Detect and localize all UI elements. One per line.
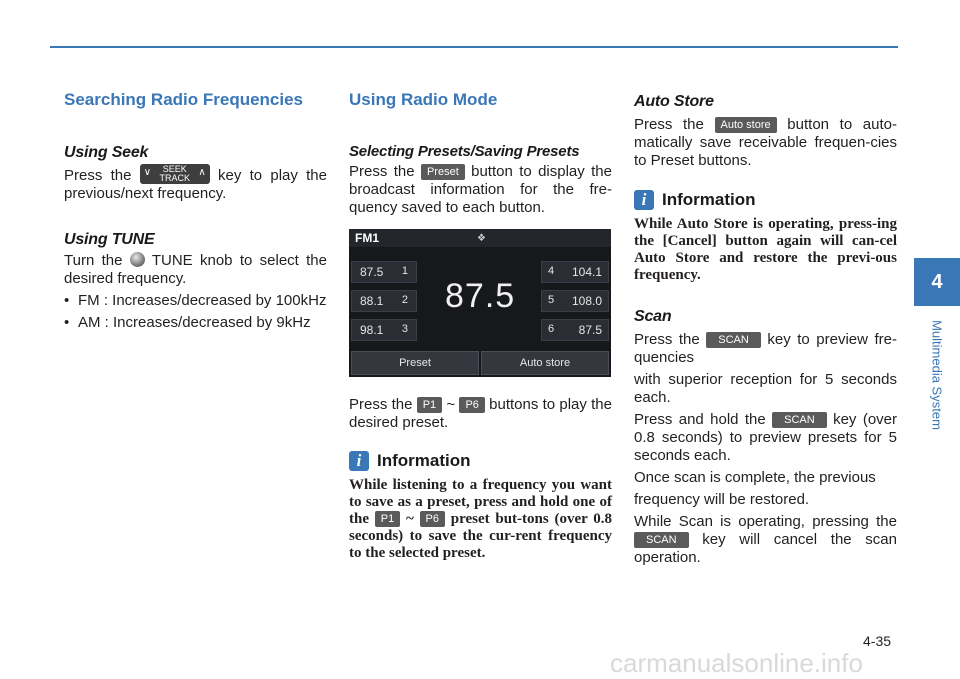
auto-store-button-label: Auto store [715, 117, 777, 133]
scan-paragraph-5: frequency will be restored. [634, 491, 810, 508]
header-rule [50, 46, 898, 48]
text: key will cancel the scan operation. [634, 531, 897, 566]
column-3 [634, 90, 897, 567]
text: Press the [349, 163, 415, 180]
preset-num: 6 [548, 323, 555, 335]
preset-slot-2 [351, 290, 417, 312]
current-frequency: 87.5 [445, 277, 516, 315]
watermark: carmanualsonline.info [610, 648, 863, 678]
seek-label: SEEK TRACK [159, 164, 190, 183]
subheading-scan: Scan [634, 308, 672, 325]
preset-play-paragraph [349, 396, 612, 432]
scan-button-label: SCAN [772, 412, 827, 428]
text: Press the [634, 331, 700, 348]
info-text: While Auto Store is operating, press-ing the [Cancel] button again will can-cel Auto Store and restore the previ-ous frequency. [634, 216, 897, 283]
text: While listening to a frequency you want to save as a preset, press and hold one of the [349, 477, 612, 527]
info-icon: i [634, 190, 654, 210]
text: button to display the broadcast information for the fre-quency saved to each button. [349, 163, 612, 216]
p1-button-label: P1 [375, 511, 400, 527]
p6-button-label: P6 [459, 397, 484, 413]
chevron-down-icon: ∨ [143, 167, 152, 178]
screen-autostore-button: Auto store [481, 351, 609, 375]
preset-num: 3 [401, 323, 408, 335]
subheading-tune: Using TUNE [64, 231, 155, 248]
scan-paragraph-2: with superior reception for 5 seconds each. [634, 371, 897, 406]
info-header [349, 451, 612, 471]
text: preset but-tons (over 0.8 seconds) to save the cur-rent frequency to the selected preset. [349, 511, 613, 561]
preset-slot-1 [351, 261, 417, 283]
text: button to auto-matically save receivable frequen-cies to Preset buttons. [634, 116, 897, 169]
preset-button-label: Preset [421, 164, 465, 180]
section-heading: Searching Radio Frequencies [64, 90, 304, 109]
preset-slot-3 [351, 319, 417, 341]
seek-paragraph [64, 164, 327, 203]
chapter-label-text: Multimedia System [929, 320, 945, 430]
list-item: • FM : Increases/decreased by 100kHz [64, 292, 327, 310]
screen-status-bar [349, 229, 611, 247]
text: key to play the previous/next frequency. [64, 167, 327, 202]
text: Press the [634, 116, 704, 133]
subheading-auto-store: Auto Store [634, 93, 714, 110]
scan-paragraph-6 [634, 513, 897, 567]
preset-paragraph [349, 163, 612, 217]
text: Press and hold the [634, 411, 766, 428]
scan-paragraph-3 [634, 411, 897, 465]
info-title: Information [377, 451, 471, 470]
preset-freq: 88.1 [360, 294, 384, 308]
preset-freq: 104.1 [571, 265, 602, 279]
preset-slot-4 [541, 261, 609, 283]
info-text [349, 477, 612, 562]
p1-button-label: P1 [417, 397, 442, 413]
tune-paragraph [64, 252, 327, 288]
page-number: 4-35 [863, 633, 892, 649]
band-label: FM1 [355, 231, 379, 245]
scan-button-label: SCAN [634, 532, 689, 548]
preset-num: 4 [548, 265, 555, 277]
preset-num: 2 [401, 294, 408, 306]
text: TUNE knob to select the desired frequency. [64, 252, 327, 287]
text: Press the [64, 167, 132, 184]
bullet-list [64, 292, 327, 332]
chapter-tab: 4 [914, 258, 960, 306]
preset-slot-5 [541, 290, 609, 312]
preset-freq: 108.0 [571, 294, 602, 308]
preset-num: 5 [548, 294, 555, 306]
scan-paragraph-4: Once scan is complete, the previous [634, 469, 876, 486]
text: Press the [349, 396, 413, 413]
text: ~ [405, 511, 414, 527]
subheading-presets: Selecting Presets/Saving Presets [349, 143, 580, 160]
text: Turn the [64, 252, 123, 269]
scan-button-label: SCAN [706, 332, 761, 348]
subheading-seek: Using Seek [64, 144, 149, 161]
section-heading: Using Radio Mode [349, 90, 498, 109]
column-2-lower [349, 396, 612, 562]
preset-slot-6 [541, 319, 609, 341]
chevron-up-icon: ∧ [198, 167, 206, 178]
text: key (over 0.8 seconds) to preview presets for 5 seconds each. [634, 411, 897, 464]
scan-paragraph-1 [634, 331, 897, 367]
tune-knob-icon [130, 252, 145, 267]
text: While Scan is operating, pressing the [634, 513, 897, 530]
text: buttons to play the desired preset. [349, 396, 612, 431]
screen-preset-button: Preset [351, 351, 479, 375]
info-header [634, 190, 897, 210]
chapter-label [914, 310, 960, 440]
info-title: Information [662, 190, 756, 209]
preset-freq: 98.1 [360, 323, 384, 337]
auto-store-paragraph [634, 116, 897, 170]
radio-screen-image [349, 229, 611, 377]
seek-track-button [140, 164, 210, 184]
column-1 [64, 90, 327, 332]
preset-freq: 87.5 [578, 323, 602, 337]
preset-num: 1 [401, 265, 408, 277]
info-icon: i [349, 451, 369, 471]
p6-button-label: P6 [420, 511, 445, 527]
text: key to preview fre-quencies [634, 331, 897, 366]
preset-freq: 87.5 [360, 265, 384, 279]
list-item: • AM : Increases/decreased by 9kHz [64, 314, 327, 332]
text: ~ [446, 396, 456, 413]
column-2 [349, 90, 612, 217]
connection-icon: ❖ [477, 233, 486, 244]
